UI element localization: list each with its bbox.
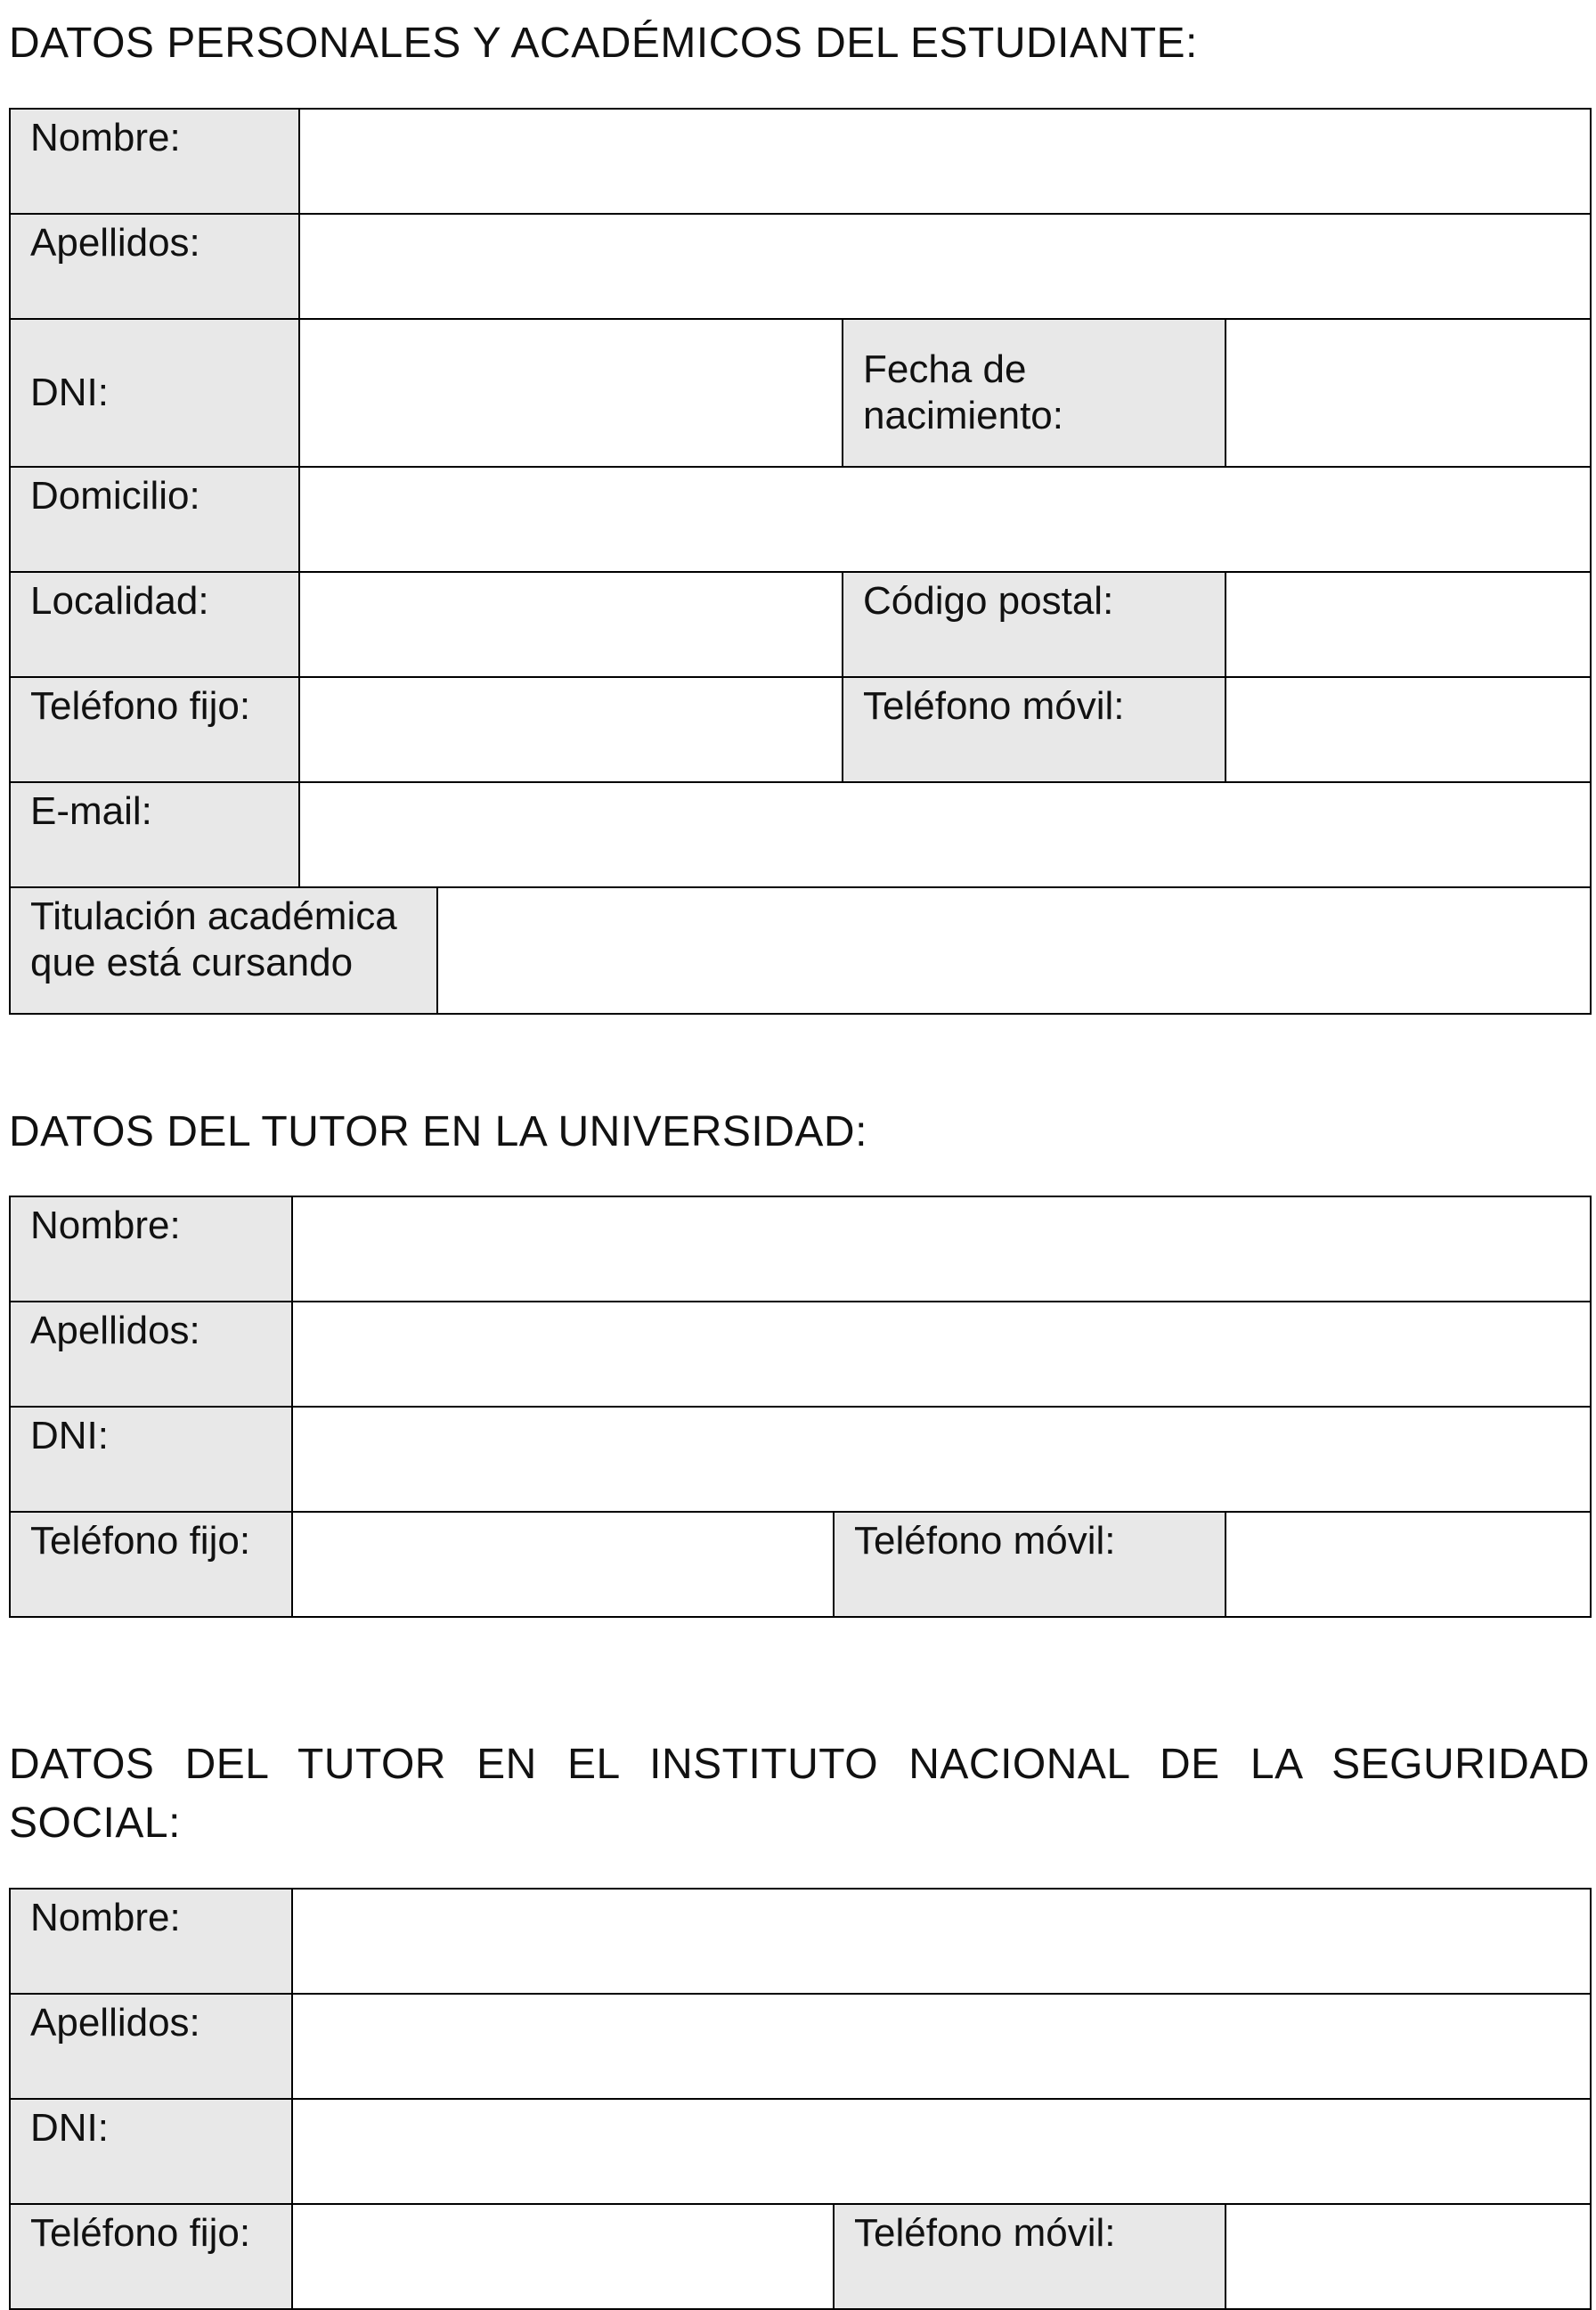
fecha-label-line1: Fecha de [863,347,1027,391]
university-tutor-apellidos-label: Apellidos: [10,1302,292,1407]
table-row [10,2204,1591,2309]
student-telefono-fijo-field[interactable] [299,677,843,782]
student-domicilio-label: Domicilio: [10,467,299,572]
student-fecha-nacimiento-field[interactable] [1226,319,1591,467]
inss-tutor-apellidos-field[interactable] [292,1994,1591,2099]
student-data-table [9,108,1592,1015]
student-section-heading: DATOS PERSONALES Y ACADÉMICOS DEL ESTUDIANTE: [9,20,1198,67]
inss-tutor-apellidos-label: Apellidos: [10,1994,292,2099]
inss-tutor-dni-field[interactable] [292,2099,1591,2204]
inss-tutor-telefono-fijo-field[interactable] [292,2204,834,2309]
table-row [10,467,1591,572]
titulacion-label-line1: Titulación académica [30,894,397,938]
table-row [10,1994,1591,2099]
table-row [10,887,1591,1014]
table-row [10,1302,1591,1407]
student-dni-field[interactable] [299,319,843,467]
table-row [10,109,1591,214]
student-dni-label: DNI: [10,319,299,467]
table-row [10,572,1591,677]
university-tutor-dni-field[interactable] [292,1407,1591,1512]
student-nombre-label: Nombre: [10,109,299,214]
inss-tutor-telefono-movil-field[interactable] [1226,2204,1591,2309]
inss-tutor-telefono-fijo-label: Teléfono fijo: [10,2204,292,2309]
table-row [10,1889,1591,1994]
university-tutor-section-heading: DATOS DEL TUTOR EN LA UNIVERSIDAD: [9,1108,867,1155]
fecha-label-line2: nacimiento: [863,394,1064,437]
table-row [10,2099,1591,2204]
student-domicilio-field[interactable] [299,467,1591,572]
university-tutor-telefono-movil-field[interactable] [1226,1512,1591,1617]
student-localidad-field[interactable] [299,572,843,677]
table-row [10,1196,1591,1302]
university-tutor-table [9,1196,1592,1618]
student-codigo-postal-field[interactable] [1226,572,1591,677]
inss-tutor-nombre-field[interactable] [292,1889,1591,1994]
table-row [10,677,1591,782]
student-email-field[interactable] [299,782,1591,887]
student-titulacion-label [10,887,437,1014]
table-row [10,1407,1591,1512]
inss-tutor-dni-label: DNI: [10,2099,292,2204]
student-telefono-movil-label: Teléfono móvil: [843,677,1226,782]
student-nombre-field[interactable] [299,109,1591,214]
inss-tutor-telefono-movil-label: Teléfono móvil: [834,2204,1226,2309]
student-fecha-nacimiento-label [843,319,1226,467]
university-tutor-dni-label: DNI: [10,1407,292,1512]
table-row [10,319,1591,467]
university-tutor-apellidos-field[interactable] [292,1302,1591,1407]
student-telefono-movil-field[interactable] [1226,677,1591,782]
student-apellidos-field[interactable] [299,214,1591,319]
university-tutor-nombre-field[interactable] [292,1196,1591,1302]
student-email-label: E-mail: [10,782,299,887]
table-row [10,214,1591,319]
student-localidad-label: Localidad: [10,572,299,677]
titulacion-label-line2: que está cursando [30,941,354,984]
student-apellidos-label: Apellidos: [10,214,299,319]
table-row [10,1512,1591,1617]
university-tutor-telefono-fijo-label: Teléfono fijo: [10,1512,292,1617]
table-row [10,782,1591,887]
inss-tutor-section-heading: DATOS DEL TUTOR EN EL INSTITUTO NACIONAL DE LA SEGURIDAD SOCIAL: [9,1741,1590,1847]
university-tutor-nombre-label: Nombre: [10,1196,292,1302]
university-tutor-telefono-movil-label: Teléfono móvil: [834,1512,1226,1617]
university-tutor-telefono-fijo-field[interactable] [292,1512,834,1617]
student-codigo-postal-label: Código postal: [843,572,1226,677]
student-telefono-fijo-label: Teléfono fijo: [10,677,299,782]
inss-tutor-nombre-label: Nombre: [10,1889,292,1994]
student-titulacion-field[interactable] [437,887,1591,1014]
inss-tutor-table [9,1888,1592,2310]
